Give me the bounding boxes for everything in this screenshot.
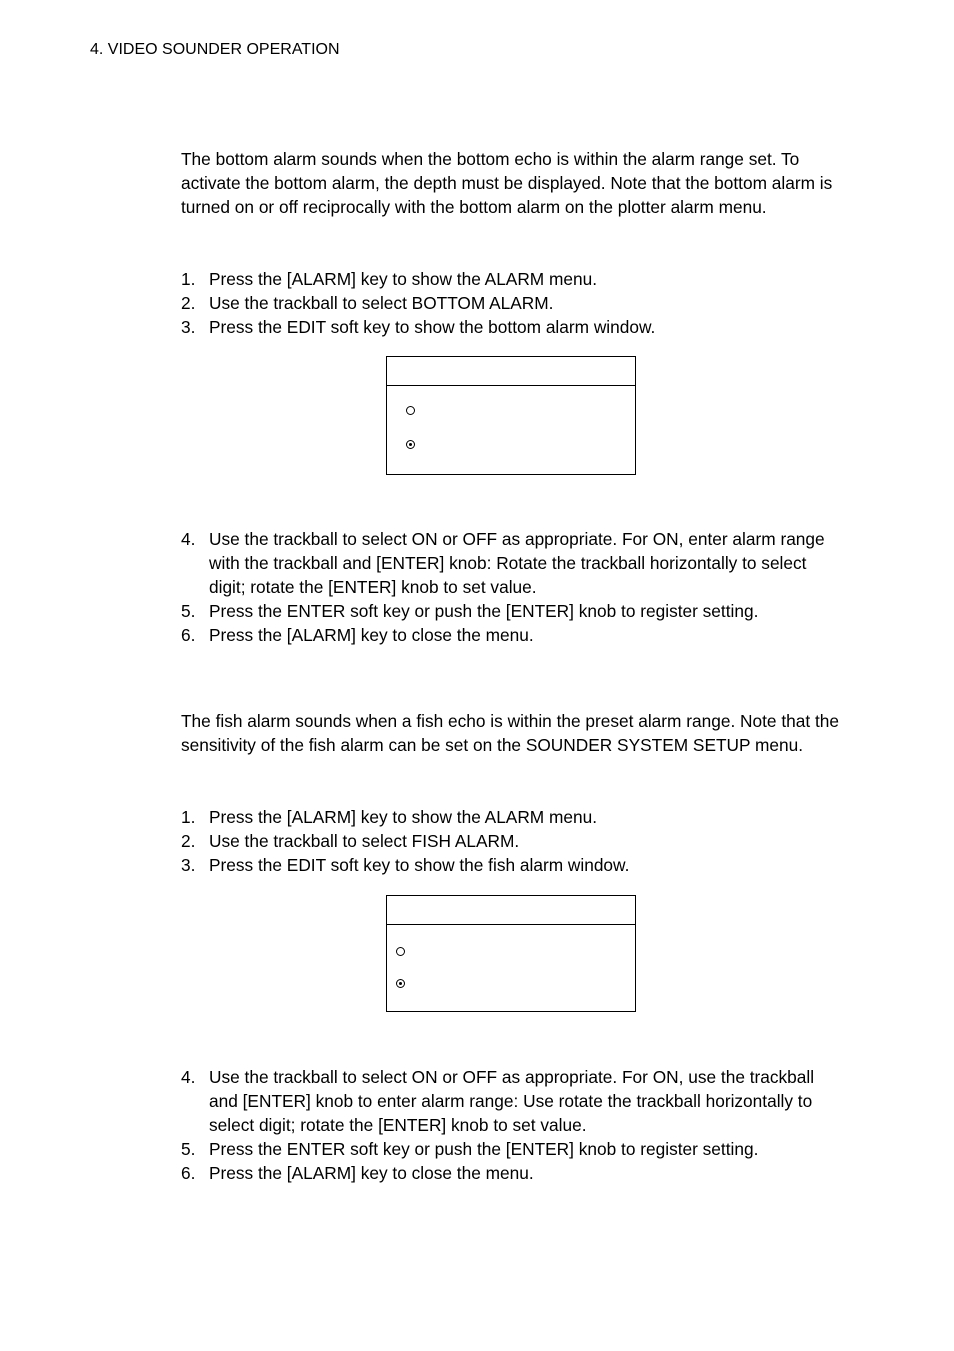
step-text: Press the [ALARM] key to close the menu. [209, 1163, 534, 1183]
step-number: 5. [181, 601, 196, 621]
list-item [181, 1065, 841, 1137]
step-number: 4. [181, 529, 196, 549]
section-header: 4. VIDEO SOUNDER OPERATION [90, 41, 340, 58]
step-number: 3. [181, 855, 196, 875]
step-number: 2. [181, 293, 196, 313]
radio-on-selected-icon[interactable] [406, 440, 415, 449]
step-text: Press the EDIT soft key to show the fish alarm window. [209, 855, 630, 875]
radio-on-selected-icon[interactable] [396, 979, 405, 988]
bottom-alarm-steps-a [181, 267, 841, 339]
step-text: Press the [ALARM] key to show the ALARM menu. [209, 269, 598, 289]
window-title-bar [387, 896, 635, 925]
step-number: 5. [181, 1139, 196, 1159]
fish-alarm-steps-b [181, 1065, 841, 1185]
step-text: Use the trackball to select ON or OFF as appropriate. For ON, use the trackball and [ENTER] knob to enter alarm range: Use rotate the trackball horizontally to select digit; rotate the [ENTER] knob to set value. [209, 1067, 815, 1135]
list-item [181, 267, 841, 291]
step-text: Press the [ALARM] key to show the ALARM menu. [209, 807, 598, 827]
step-text: Press the EDIT soft key to show the bottom alarm window. [209, 317, 656, 337]
bottom-alarm-intro: The bottom alarm sounds when the bottom echo is within the alarm range set. To activate the bottom alarm, the depth must be displayed. Note that the bottom alarm is turned on or off reciprocally with the bottom alarm on the plotter alarm menu. [181, 149, 833, 217]
list-item [181, 527, 841, 599]
list-item [181, 1161, 841, 1185]
step-number: 1. [181, 807, 196, 827]
fish-alarm-intro: The fish alarm sounds when a fish echo is within the preset alarm range. Note that the sensitivity of the fish alarm can be set on the SOUNDER SYSTEM SETUP menu. [181, 711, 839, 755]
step-text: Press the ENTER soft key or push the [ENTER] knob to register setting. [209, 1139, 759, 1159]
fish-alarm-window [386, 895, 636, 1012]
step-number: 4. [181, 1067, 196, 1087]
step-number: 1. [181, 269, 196, 289]
bottom-alarm-window [386, 356, 636, 475]
step-text: Press the [ALARM] key to close the menu. [209, 625, 534, 645]
list-item [181, 623, 841, 647]
list-item [181, 291, 841, 315]
list-item [181, 1137, 841, 1161]
step-number: 6. [181, 1163, 196, 1183]
list-item [181, 599, 841, 623]
step-text: Use the trackball to select BOTTOM ALARM. [209, 293, 554, 313]
step-text: Use the trackball to select ON or OFF as appropriate. For ON, enter alarm range with the trackball and [ENTER] knob: Rotate the trackball horizontally to select digit; rotate the [ENTER] knob to set value. [209, 529, 825, 597]
step-number: 6. [181, 625, 196, 645]
step-number: 3. [181, 317, 196, 337]
bottom-alarm-steps-b [181, 527, 841, 647]
fish-alarm-steps-a [181, 805, 841, 877]
radio-off-icon[interactable] [406, 406, 415, 415]
list-item [181, 805, 841, 829]
step-text: Press the ENTER soft key or push the [ENTER] knob to register setting. [209, 601, 759, 621]
list-item [181, 853, 841, 877]
list-item [181, 829, 841, 853]
step-text: Use the trackball to select FISH ALARM. [209, 831, 520, 851]
window-title-bar [387, 357, 635, 386]
step-number: 2. [181, 831, 196, 851]
radio-off-icon[interactable] [396, 947, 405, 956]
list-item [181, 315, 841, 339]
